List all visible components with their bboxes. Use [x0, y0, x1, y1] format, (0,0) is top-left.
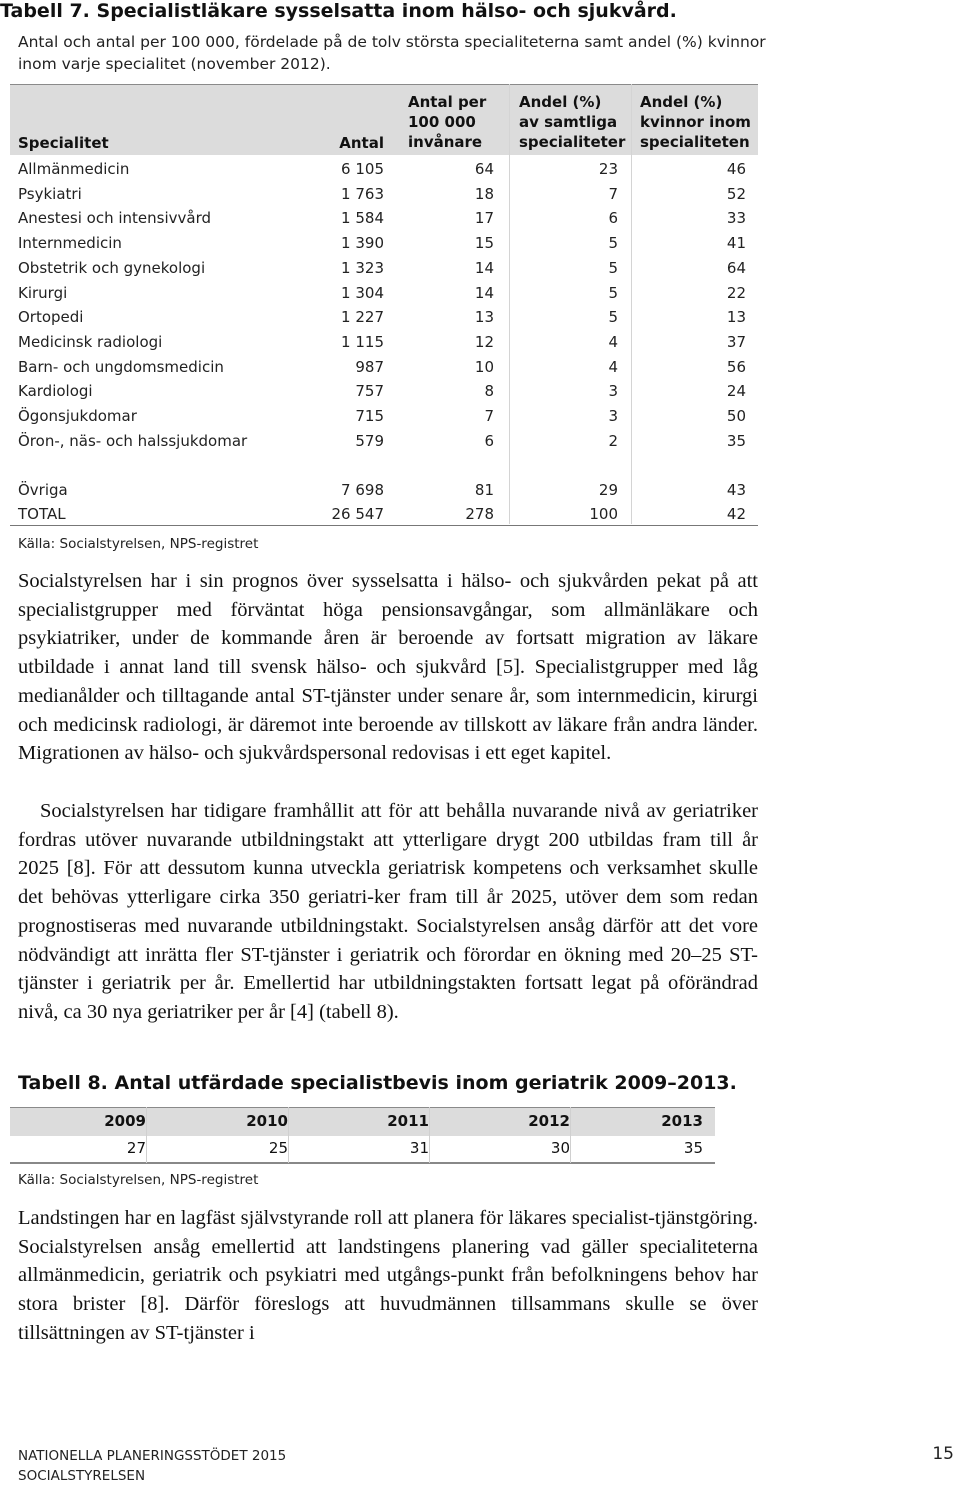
row-kvinnor: 46 — [726, 160, 746, 178]
paragraph-3: Landstingen har en lagfäst självstyrande roll att planera för läkares specialist-tjänstgöring. Socialstyrelsen ansåg emellertid att landstingens planering vad gäller specialiteterna allmänmedicin, geriatrik och psykiatri med utgångs-punkt från befolkningens behov har stora brister [8]. Därför föreslogs att huvudmännen tillsammans skulle se över tillsättningen av ST-tjänster i — [18, 1207, 758, 1344]
row-andel: 4 — [608, 357, 618, 376]
row-antal: 715 — [355, 407, 384, 425]
value-cell: 25 — [268, 1139, 288, 1157]
row-per: 14 — [474, 283, 494, 302]
row-andel: 100 — [589, 505, 618, 523]
row-andel: 23 — [598, 160, 618, 178]
table-row — [10, 157, 758, 181]
row-andel: 5 — [608, 234, 618, 253]
row-kvinnor: 50 — [726, 407, 746, 425]
header-specialitet: Specialitet — [18, 134, 109, 152]
table-row — [10, 429, 758, 453]
row-name: Övriga — [18, 481, 68, 499]
table-row — [10, 182, 758, 206]
paragraph-2: Socialstyrelsen har tidigare framhållit att för att behålla nuvarande nivå av geriatriker fordras utöver nuvarande utbildningstakt att ytterligare drygt 200 utbildas fram till år 2025 [8]. För att dessutom kunna utveckla geriatrisk kompetens och verksamhet skulle det behövas ytterligare cirka 350 geriatri-ker fram till år 2025, utöver dem som redan prognostiseras med nuvarande utbildningstakt. Socialstyrelsen ansåg därför att det vore nödvändigt att inrätta fler ST-tjänster i geriatrik och förordar en ökning med 20–25 ST-tjänster i geriatrik per år. Emellertid har utbildningstakten fortsatt legat på oförändrad nivå, ca 30 nya geriatriker per år [4] (tabell 8). — [18, 800, 758, 1023]
column-separator — [288, 1107, 289, 1163]
table8 — [10, 1107, 715, 1163]
table7-title: Tabell 7. Specialistläkare sysselsatta inom hälso- och sjukvård. — [0, 0, 677, 22]
row-andel: 3 — [608, 407, 618, 425]
row-kvinnor: 37 — [726, 332, 746, 351]
row-name: Allmänmedicin — [18, 160, 130, 178]
column-separator — [429, 1107, 430, 1163]
header-antal-per: Antal per 100 000 invånare — [408, 93, 487, 151]
row-name: Kardiologi — [18, 382, 93, 401]
header-kvinnor: Andel (%) kvinnor inom specialiteten — [640, 93, 751, 151]
row-antal: 1 763 — [341, 184, 384, 203]
value-cell: 27 — [126, 1139, 146, 1157]
table-row — [10, 231, 758, 255]
row-name: Anestesi och intensivvård — [18, 209, 212, 228]
row-kvinnor: 52 — [726, 184, 746, 203]
row-andel: 2 — [608, 431, 618, 450]
table-row — [10, 355, 758, 379]
table-row-ovriga — [10, 478, 758, 502]
row-per: 12 — [474, 332, 494, 351]
row-kvinnor: 13 — [726, 308, 746, 327]
row-per: 8 — [484, 382, 494, 401]
row-kvinnor: 35 — [726, 431, 746, 450]
row-antal: 1 323 — [341, 258, 384, 277]
table-row-total — [10, 502, 758, 526]
row-per: 10 — [474, 357, 494, 376]
row-per: 14 — [474, 258, 494, 277]
header-andel: Andel (%) av samtliga specialiteter — [519, 93, 626, 151]
row-name: TOTAL — [18, 505, 66, 523]
table-row — [10, 330, 758, 354]
year-cell: 2012 — [528, 1112, 570, 1130]
year-cell: 2010 — [246, 1112, 288, 1130]
row-andel: 5 — [608, 308, 618, 327]
table-row — [10, 404, 758, 428]
row-name: Öron-, näs- och halssjukdomar — [18, 431, 248, 450]
footer-line-1: NATIONELLA PLANERINGSSTÖDET 2015 — [18, 1448, 287, 1464]
row-name: Psykiatri — [18, 184, 82, 203]
row-andel: 3 — [608, 382, 618, 401]
row-name: Ögonsjukdomar — [18, 407, 137, 425]
table-row — [10, 206, 758, 230]
row-antal: 1 227 — [341, 308, 384, 327]
row-antal: 1 115 — [341, 332, 384, 351]
footer-publication — [18, 1446, 286, 1486]
value-cell: 30 — [550, 1139, 570, 1157]
row-andel: 29 — [598, 481, 618, 499]
row-antal: 1 584 — [341, 209, 384, 228]
table8-header — [10, 1107, 715, 1136]
row-per: 13 — [474, 308, 494, 327]
row-name: Kirurgi — [18, 283, 68, 302]
row-antal: 26 547 — [331, 505, 384, 523]
table-row — [10, 256, 758, 280]
row-per: 6 — [484, 431, 494, 450]
row-andel: 4 — [608, 332, 618, 351]
row-per: 64 — [474, 160, 494, 178]
table-row — [10, 379, 758, 403]
table7-bottom-rule — [10, 525, 758, 526]
column-separator — [146, 1107, 147, 1163]
paragraph-1: Socialstyrelsen har i sin prognos över sysselsatta i hälso- och sjukvården pekat på att specialistgrupper med förväntat höga pensionsavgångar, som allmänläkare och psykiatriker, under de kommande åren är beroende av fortsatt migration av läkare utbildade i annat land till svensk hälso- och sjukvård [5]. Specialistgrupper med låg medianålder och tilltagande antal ST-tjänster under senare år, som internmedicin, kirurgi och medicinsk radiologi, är däremot inte beroende av tillskott av läkare från andra länder. Migrationen av hälso- och sjukvårdspersonal redovisas i ett eget kapitel. — [18, 570, 758, 765]
row-kvinnor: 22 — [726, 283, 746, 302]
row-kvinnor: 43 — [726, 481, 746, 499]
value-cell: 31 — [409, 1139, 429, 1157]
row-kvinnor: 24 — [726, 382, 746, 401]
header-antal: Antal — [339, 134, 384, 152]
row-andel: 6 — [608, 209, 618, 228]
table7-source: Källa: Socialstyrelsen, NPS-registret — [18, 536, 259, 552]
row-kvinnor: 56 — [726, 357, 746, 376]
row-name: Obstetrik och gynekologi — [18, 258, 206, 277]
row-antal: 579 — [355, 431, 384, 450]
row-per: 7 — [484, 407, 494, 425]
value-cell: 35 — [683, 1139, 703, 1157]
row-per: 278 — [465, 505, 494, 523]
year-cell: 2011 — [387, 1112, 429, 1130]
table-row — [10, 305, 758, 329]
row-kvinnor: 41 — [726, 234, 746, 253]
table8-source: Källa: Socialstyrelsen, NPS-registret — [18, 1172, 259, 1188]
row-name: Internmedicin — [18, 234, 122, 253]
row-per: 81 — [474, 481, 494, 499]
row-antal: 757 — [355, 382, 384, 401]
row-antal: 1 304 — [341, 283, 384, 302]
table7-header — [10, 84, 758, 155]
year-cell: 2013 — [661, 1112, 703, 1130]
table7-subtitle: Antal och antal per 100 000, fördelade på de tolv största specialiteterna samt andel (%) kvinnor inom varje specialitet (november 2012). — [18, 33, 766, 73]
row-kvinnor: 33 — [726, 209, 746, 228]
table8-title: Tabell 8. Antal utfärdade specialistbevis inom geriatrik 2009–2013. — [18, 1072, 737, 1094]
row-antal: 987 — [355, 357, 384, 376]
year-cell: 2009 — [104, 1112, 146, 1130]
row-andel: 7 — [608, 184, 618, 203]
column-separator — [570, 1107, 571, 1163]
row-per: 17 — [474, 209, 494, 228]
table8-row — [10, 1135, 715, 1164]
row-andel: 5 — [608, 283, 618, 302]
row-kvinnor: 42 — [726, 505, 746, 523]
row-antal: 1 390 — [341, 234, 384, 253]
page-number: 15 — [932, 1444, 954, 1464]
table-row — [10, 281, 758, 305]
row-name: Barn- och ungdomsmedicin — [18, 357, 224, 376]
row-per: 15 — [474, 234, 494, 253]
row-kvinnor: 64 — [726, 258, 746, 277]
row-per: 18 — [474, 184, 494, 203]
row-andel: 5 — [608, 258, 618, 277]
row-name: Ortopedi — [18, 308, 84, 327]
row-antal: 6 105 — [341, 160, 384, 178]
footer-line-2: SOCIALSTYRELSEN — [18, 1468, 146, 1484]
row-name: Medicinsk radiologi — [18, 332, 163, 351]
row-antal: 7 698 — [341, 481, 384, 499]
